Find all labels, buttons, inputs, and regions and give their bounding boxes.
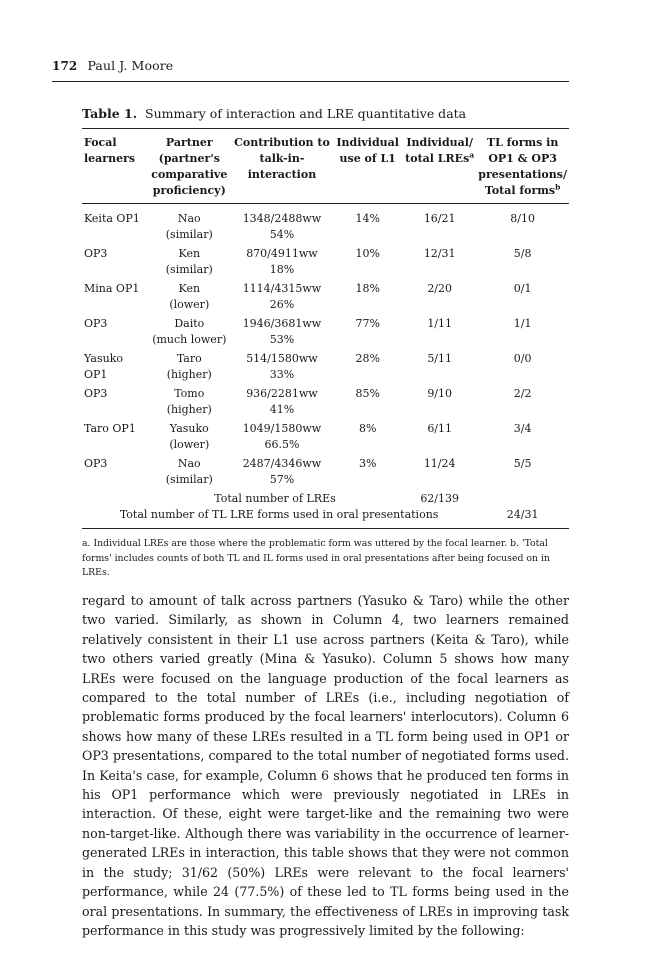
cell-contribution-words: 1049/1580ww xyxy=(242,422,322,435)
cell-contribution-words: 1946/3681ww xyxy=(242,317,322,330)
table-row xyxy=(82,456,569,491)
cell-tl-forms: 0/0 xyxy=(513,352,532,365)
cell-contribution xyxy=(232,351,333,386)
cell-contribution xyxy=(232,281,333,316)
cell-partner-proficiency: (much lower) xyxy=(152,333,227,346)
cell-partner-proficiency: (similar) xyxy=(165,263,213,276)
cell-learner: Keita OP1 xyxy=(84,212,140,225)
cell-contribution-percent: 33% xyxy=(269,368,295,381)
header-rule xyxy=(52,81,569,82)
table-row xyxy=(82,316,569,351)
cell-tl-forms: 3/4 xyxy=(513,422,532,435)
cell-partner-name: Yasuko xyxy=(169,422,209,435)
col-header-tl-forms-text: TL forms in OP1 & OP3 presentations/ Total forms xyxy=(478,136,567,197)
cell-contribution xyxy=(232,204,333,247)
cell-partner-name: Taro xyxy=(176,352,202,365)
cell-partner xyxy=(147,351,232,386)
table-row xyxy=(82,421,569,456)
cell-l1-use: 18% xyxy=(355,282,380,295)
cell-l1-use: 8% xyxy=(358,422,377,435)
cell-partner xyxy=(147,316,232,351)
summary-table xyxy=(82,128,569,529)
total-lres-row xyxy=(82,491,569,507)
cell-contribution-words: 870/4911ww xyxy=(246,247,318,260)
col-header-focal-learners: Focal learners xyxy=(84,136,136,165)
cell-partner xyxy=(147,386,232,421)
cell-lres: 11/24 xyxy=(423,457,456,470)
cell-l1-use: 10% xyxy=(355,247,380,260)
cell-contribution-percent: 54% xyxy=(269,228,295,241)
cell-contribution-percent: 53% xyxy=(269,333,295,346)
cell-partner xyxy=(147,456,232,491)
cell-partner xyxy=(147,421,232,456)
total-tl-label: Total number of TL LRE forms used in oral presentations xyxy=(119,508,439,521)
footnote-marker-a: a xyxy=(469,150,475,160)
footnote-marker-b: b xyxy=(555,182,561,192)
cell-tl-forms: 8/10 xyxy=(510,212,535,225)
table-caption-label: Table 1. xyxy=(82,106,138,121)
total-lres-label: Total number of LREs xyxy=(214,492,336,505)
cell-l1-use: 3% xyxy=(358,457,377,470)
table-row xyxy=(82,281,569,316)
running-author: Paul J. Moore xyxy=(87,58,174,73)
cell-contribution-percent: 66.5% xyxy=(264,438,300,451)
cell-partner xyxy=(147,281,232,316)
col-header-contribution: Contribution to talk-in-interaction xyxy=(234,136,330,181)
running-header xyxy=(52,58,173,73)
cell-partner-name: Nao xyxy=(177,457,201,470)
cell-partner-proficiency: (lower) xyxy=(169,438,210,451)
total-tl-value: 24/31 xyxy=(506,508,539,521)
cell-partner-name: Nao xyxy=(177,212,201,225)
body-text xyxy=(82,591,569,940)
cell-partner xyxy=(147,246,232,281)
cell-learner: OP3 xyxy=(84,317,108,330)
cell-learner: Mina OP1 xyxy=(84,282,140,295)
cell-contribution-words: 1348/2488ww xyxy=(242,212,322,225)
col-header-l1-use: Individual use of L1 xyxy=(336,136,399,165)
cell-lres: 9/10 xyxy=(427,387,453,400)
cell-contribution-percent: 18% xyxy=(269,263,295,276)
cell-lres: 5/11 xyxy=(427,352,453,365)
cell-tl-forms: 1/1 xyxy=(513,317,532,330)
cell-lres: 12/31 xyxy=(423,247,456,260)
cell-learner: OP3 xyxy=(84,457,108,470)
cell-contribution xyxy=(232,456,333,491)
cell-contribution xyxy=(232,246,333,281)
body-paragraph: regard to amount of talk across partners (Yasuko & Taro) while the other two varied. Similarly, as shown in Column 4, two learners remained relatively consistent in their L1 use across partners (Keita & Taro), while two others varied greatly (Mina & Yasuko). Column 5 shows how many LREs were focused on the language production of the focal learners as compared to the total number of LREs (i.e., including negotiation of problematic forms produced by the focal learners' interlocutors). Column 6 shows how many of these LREs resulted in a TL form being used in OP1 or OP3 presentations, compared to the total number of negotiated forms used. In Keita's case, for example, Column 6 shows that he produced ten forms in his OP1 performance which were previously negotiated in LREs in interaction. Of these, eight were target-like and the remaining two were non-target-like. Although there was variability in the occurrence of learner-generated LREs in interaction, this table shows that they were not common in the study; 31/62 (50%) LREs were relevant to the focal learners' performance, while 24 (77.5%) of these led to TL forms being used in the oral presentations. In summary, the effectiveness of LREs in improving task performance in this study was progressively limited by the following: xyxy=(82,593,569,938)
cell-partner-proficiency: (higher) xyxy=(166,403,212,416)
cell-l1-use: 28% xyxy=(355,352,380,365)
cell-lres: 16/21 xyxy=(423,212,456,225)
table-footnote: a. Individual LREs are those where the problematic form was uttered by the focal learner. b. 'Total forms' includes counts of both TL and IL forms used in oral presentations after being focused on in LREs. xyxy=(82,538,550,578)
cell-partner-proficiency: (similar) xyxy=(165,228,213,241)
cell-contribution-percent: 41% xyxy=(269,403,295,416)
table-row xyxy=(82,246,569,281)
col-header-lres xyxy=(403,129,476,204)
cell-lres: 6/11 xyxy=(427,422,453,435)
cell-contribution-words: 2487/4346ww xyxy=(242,457,322,470)
cell-partner-name: Ken xyxy=(178,282,201,295)
total-lres-value: 62/139 xyxy=(420,492,460,505)
cell-contribution xyxy=(232,386,333,421)
col-header-partner: Partner (partner's comparative proficiency) xyxy=(151,136,228,197)
cell-lres: 2/20 xyxy=(427,282,453,295)
total-tl-forms-row xyxy=(82,507,569,529)
table-header-row xyxy=(82,129,569,204)
cell-learner: OP3 xyxy=(84,247,108,260)
col-header-lres-text: Individual/ total LREs xyxy=(405,136,473,165)
cell-learner: OP3 xyxy=(84,387,108,400)
cell-contribution-words: 1114/4315ww xyxy=(242,282,322,295)
cell-tl-forms: 2/2 xyxy=(513,387,532,400)
cell-l1-use: 14% xyxy=(355,212,380,225)
cell-partner-name: Tomo xyxy=(174,387,205,400)
cell-partner-proficiency: (similar) xyxy=(165,473,213,486)
cell-contribution-words: 936/2281ww xyxy=(246,387,318,400)
table-row xyxy=(82,204,569,247)
cell-partner-proficiency: (higher) xyxy=(166,368,212,381)
cell-tl-forms: 0/1 xyxy=(513,282,532,295)
cell-partner-proficiency: (lower) xyxy=(169,298,210,311)
table-caption-text: Summary of interaction and LRE quantitative data xyxy=(145,106,467,121)
cell-contribution-percent: 26% xyxy=(269,298,295,311)
cell-l1-use: 77% xyxy=(355,317,380,330)
cell-partner-name: Daito xyxy=(174,317,205,330)
table-caption xyxy=(82,106,466,121)
cell-contribution-words: 514/1580ww xyxy=(246,352,318,365)
cell-partner xyxy=(147,204,232,247)
cell-tl-forms: 5/5 xyxy=(513,457,532,470)
page-number: 172 xyxy=(52,59,78,73)
table-row xyxy=(82,351,569,386)
cell-lres: 1/11 xyxy=(427,317,453,330)
cell-l1-use: 85% xyxy=(355,387,380,400)
cell-tl-forms: 5/8 xyxy=(513,247,532,260)
cell-contribution-percent: 57% xyxy=(269,473,295,486)
cell-learner: Yasuko OP1 xyxy=(84,352,123,381)
cell-contribution xyxy=(232,421,333,456)
cell-partner-name: Ken xyxy=(178,247,201,260)
cell-learner: Taro OP1 xyxy=(84,422,136,435)
col-header-tl-forms xyxy=(476,129,569,204)
cell-contribution xyxy=(232,316,333,351)
table-row xyxy=(82,386,569,421)
